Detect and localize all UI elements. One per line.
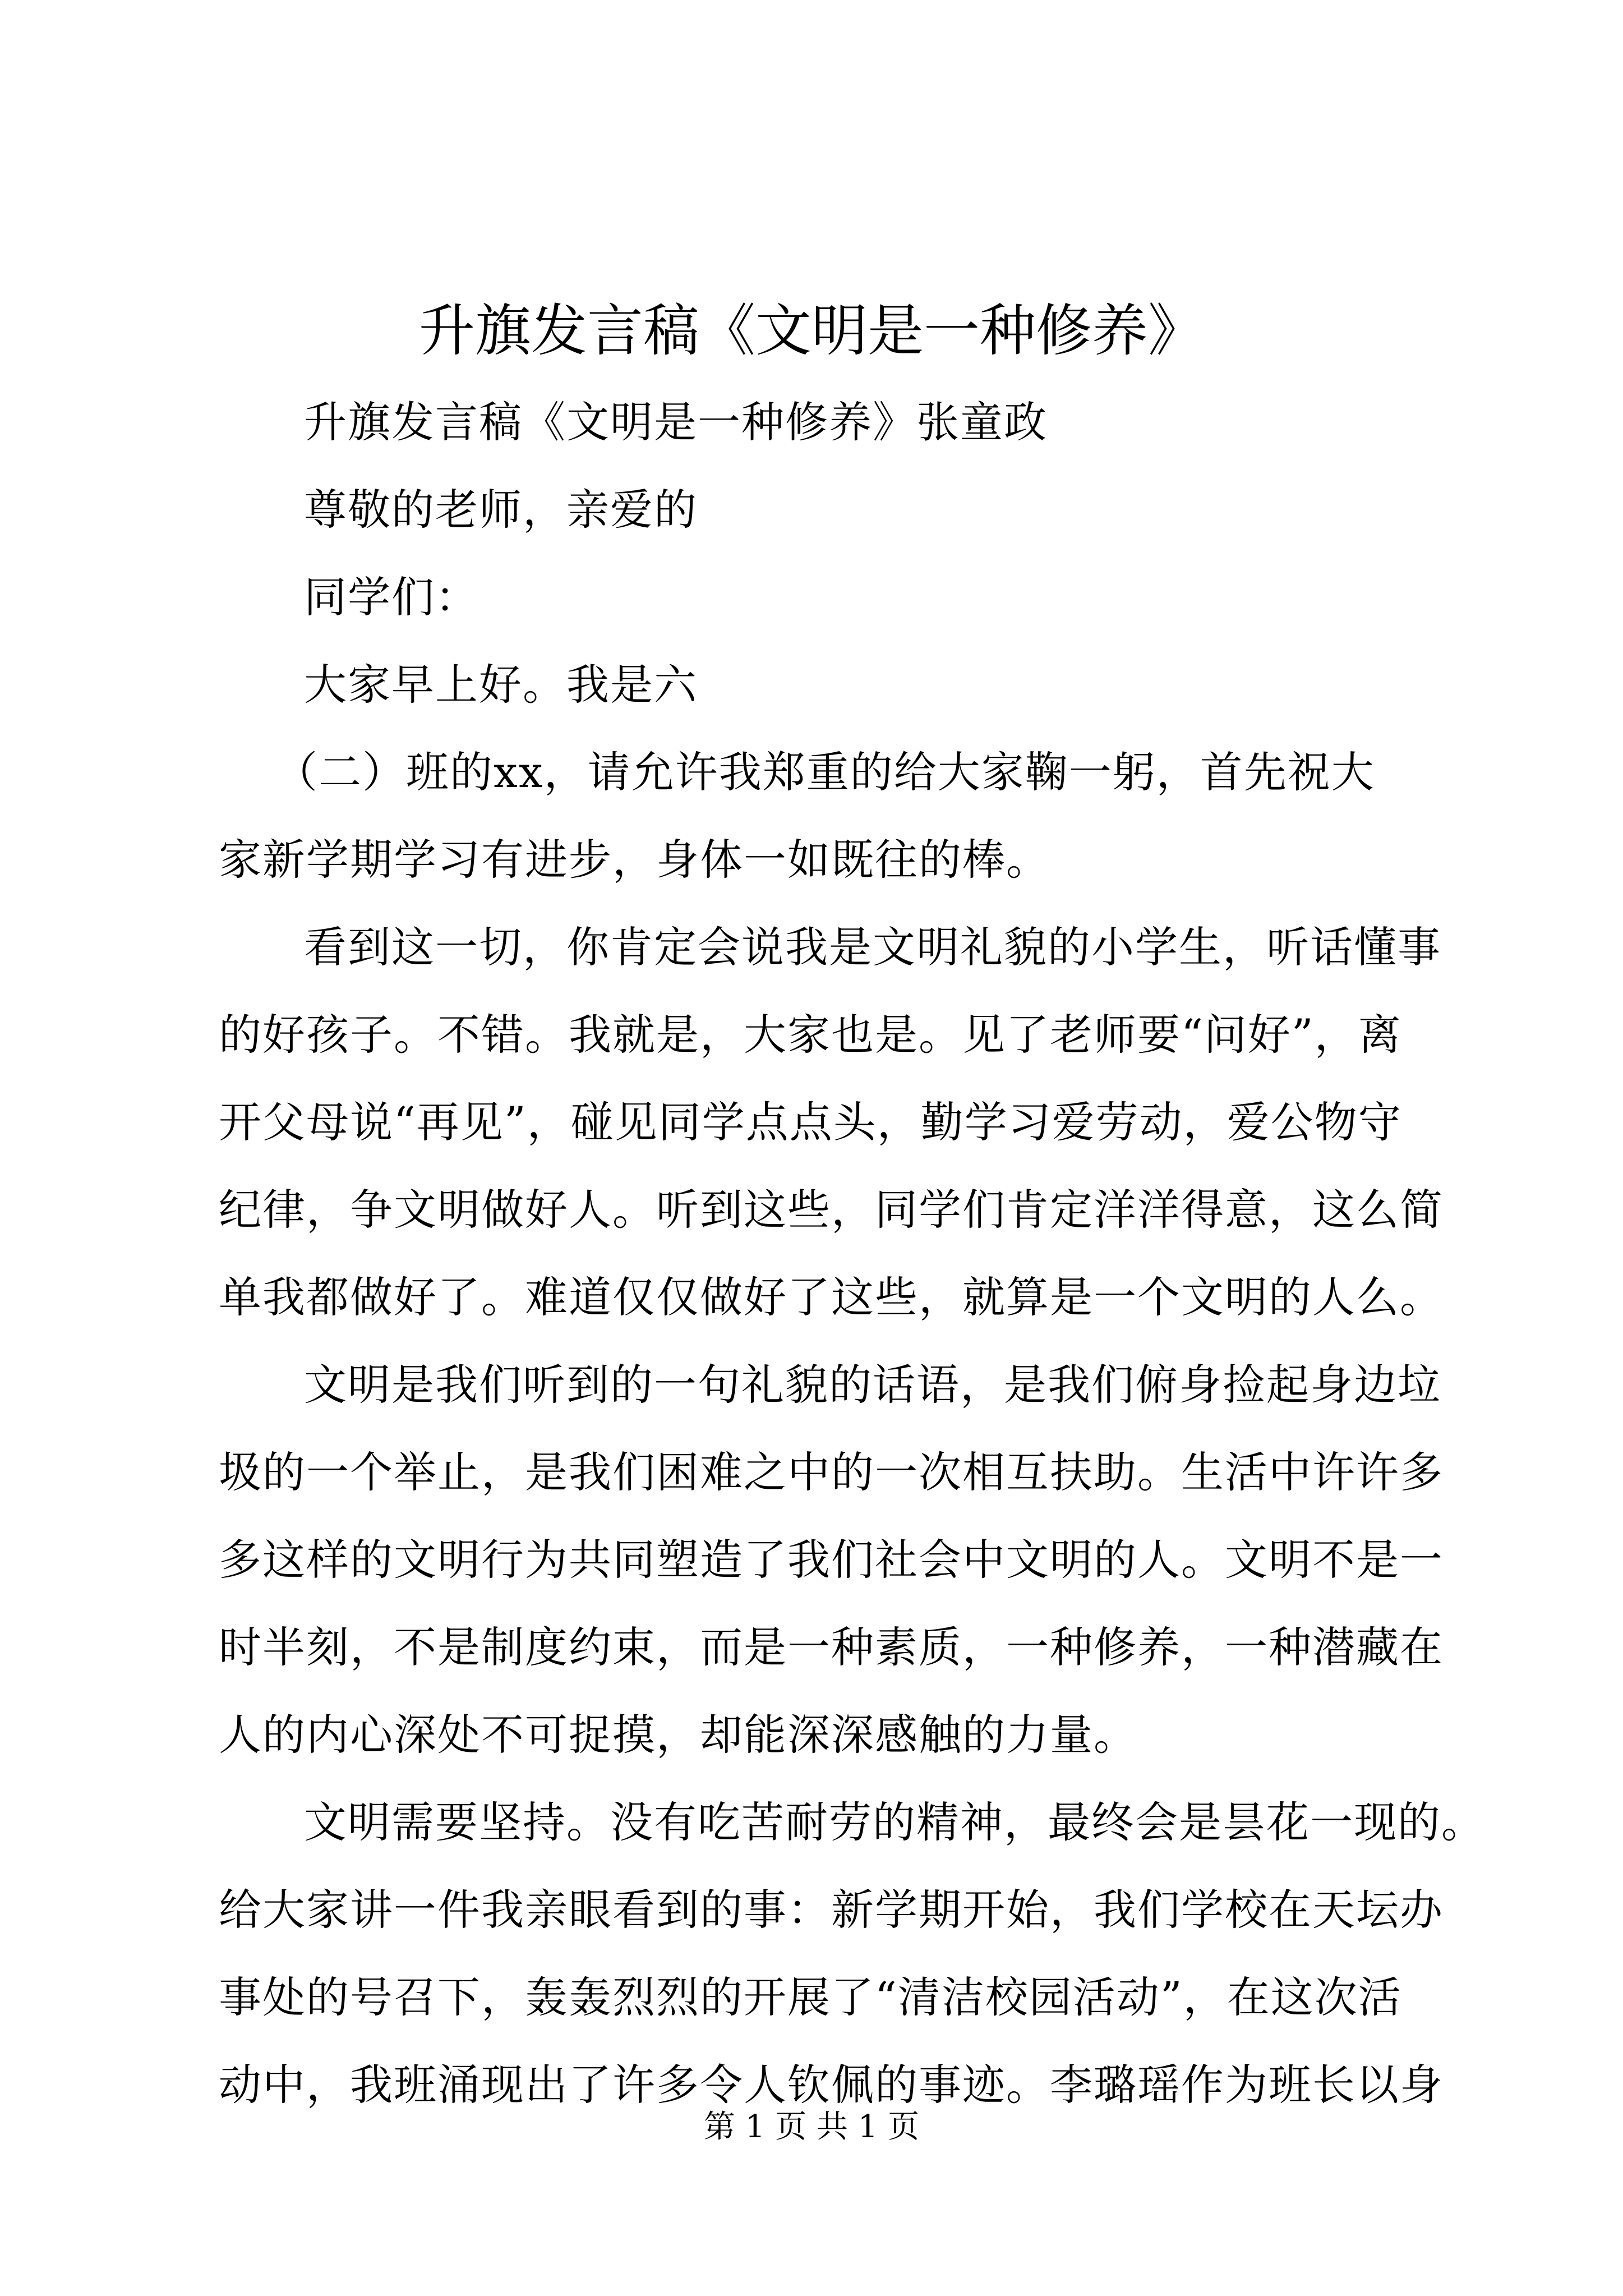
text-line: 多这样的文明行为共同塑造了我们社会中文明的人。文明不是一 <box>219 1535 1444 1585</box>
text-line: 人的内心深处不可捉摸，却能深深感触的力量。 <box>219 1710 1137 1760</box>
text-line: 大家早上好。我是六 <box>304 660 698 710</box>
text-line: 动中，我班涌现出了许多令人钦佩的事迹。李璐瑶作为班长以身 <box>219 2060 1444 2110</box>
text-line: 给大家讲一件我亲眼看到的事：新学期开始，我们学校在天坛办 <box>219 1885 1444 1935</box>
text-line: 单我都做好了。难道仅仅做好了这些，就算是一个文明的人么。 <box>219 1272 1444 1322</box>
text-line: （二）班的xx，请允许我郑重的给大家鞠一躬，首先祝大 <box>275 747 1375 797</box>
text-line: 看到这一切，你肯定会说我是文明礼貌的小学生，听话懂事 <box>304 922 1441 972</box>
document-title: 升旗发言稿《文明是一种修养》 <box>419 298 1204 364</box>
text-line: 尊敬的老师，亲爱的 <box>304 485 698 535</box>
text-line: 圾的一个举止，是我们困难之中的一次相互扶助。生活中许许多 <box>219 1447 1444 1497</box>
text-line: 纪律，争文明做好人。听到这些，同学们肯定洋洋得意，这么简 <box>219 1185 1444 1235</box>
document-body <box>219 379 1486 2129</box>
text-line: 文明是我们听到的一句礼貌的话语，是我们俯身捡起身边垃 <box>304 1360 1441 1410</box>
text-line: 家新学期学习有进步，身体一如既往的棒。 <box>219 835 1050 885</box>
text-line: 的好孩子。不错。我就是，大家也是。见了老师要“问好”，离 <box>219 1010 1402 1060</box>
text-line: 时半刻，不是制度约束，而是一种素质，一种修养，一种潜藏在 <box>219 1622 1444 1672</box>
text-line: 事处的号召下，轰轰烈烈的开展了“清洁校园活动”，在这次活 <box>219 1972 1402 2022</box>
text-line: 升旗发言稿《文明是一种修养》张童政 <box>304 397 1048 447</box>
text-line: 文明需要坚持。没有吃苦耐劳的精神，最终会是昙花一现的。 <box>304 1797 1485 1847</box>
text-line: 同学们： <box>304 572 479 622</box>
text-line: 开父母说“再见”，碰见同学点点头，勤学习爱劳动，爱公物守 <box>219 1097 1402 1147</box>
page-footer: 第 1 页 共 1 页 <box>703 2109 920 2145</box>
